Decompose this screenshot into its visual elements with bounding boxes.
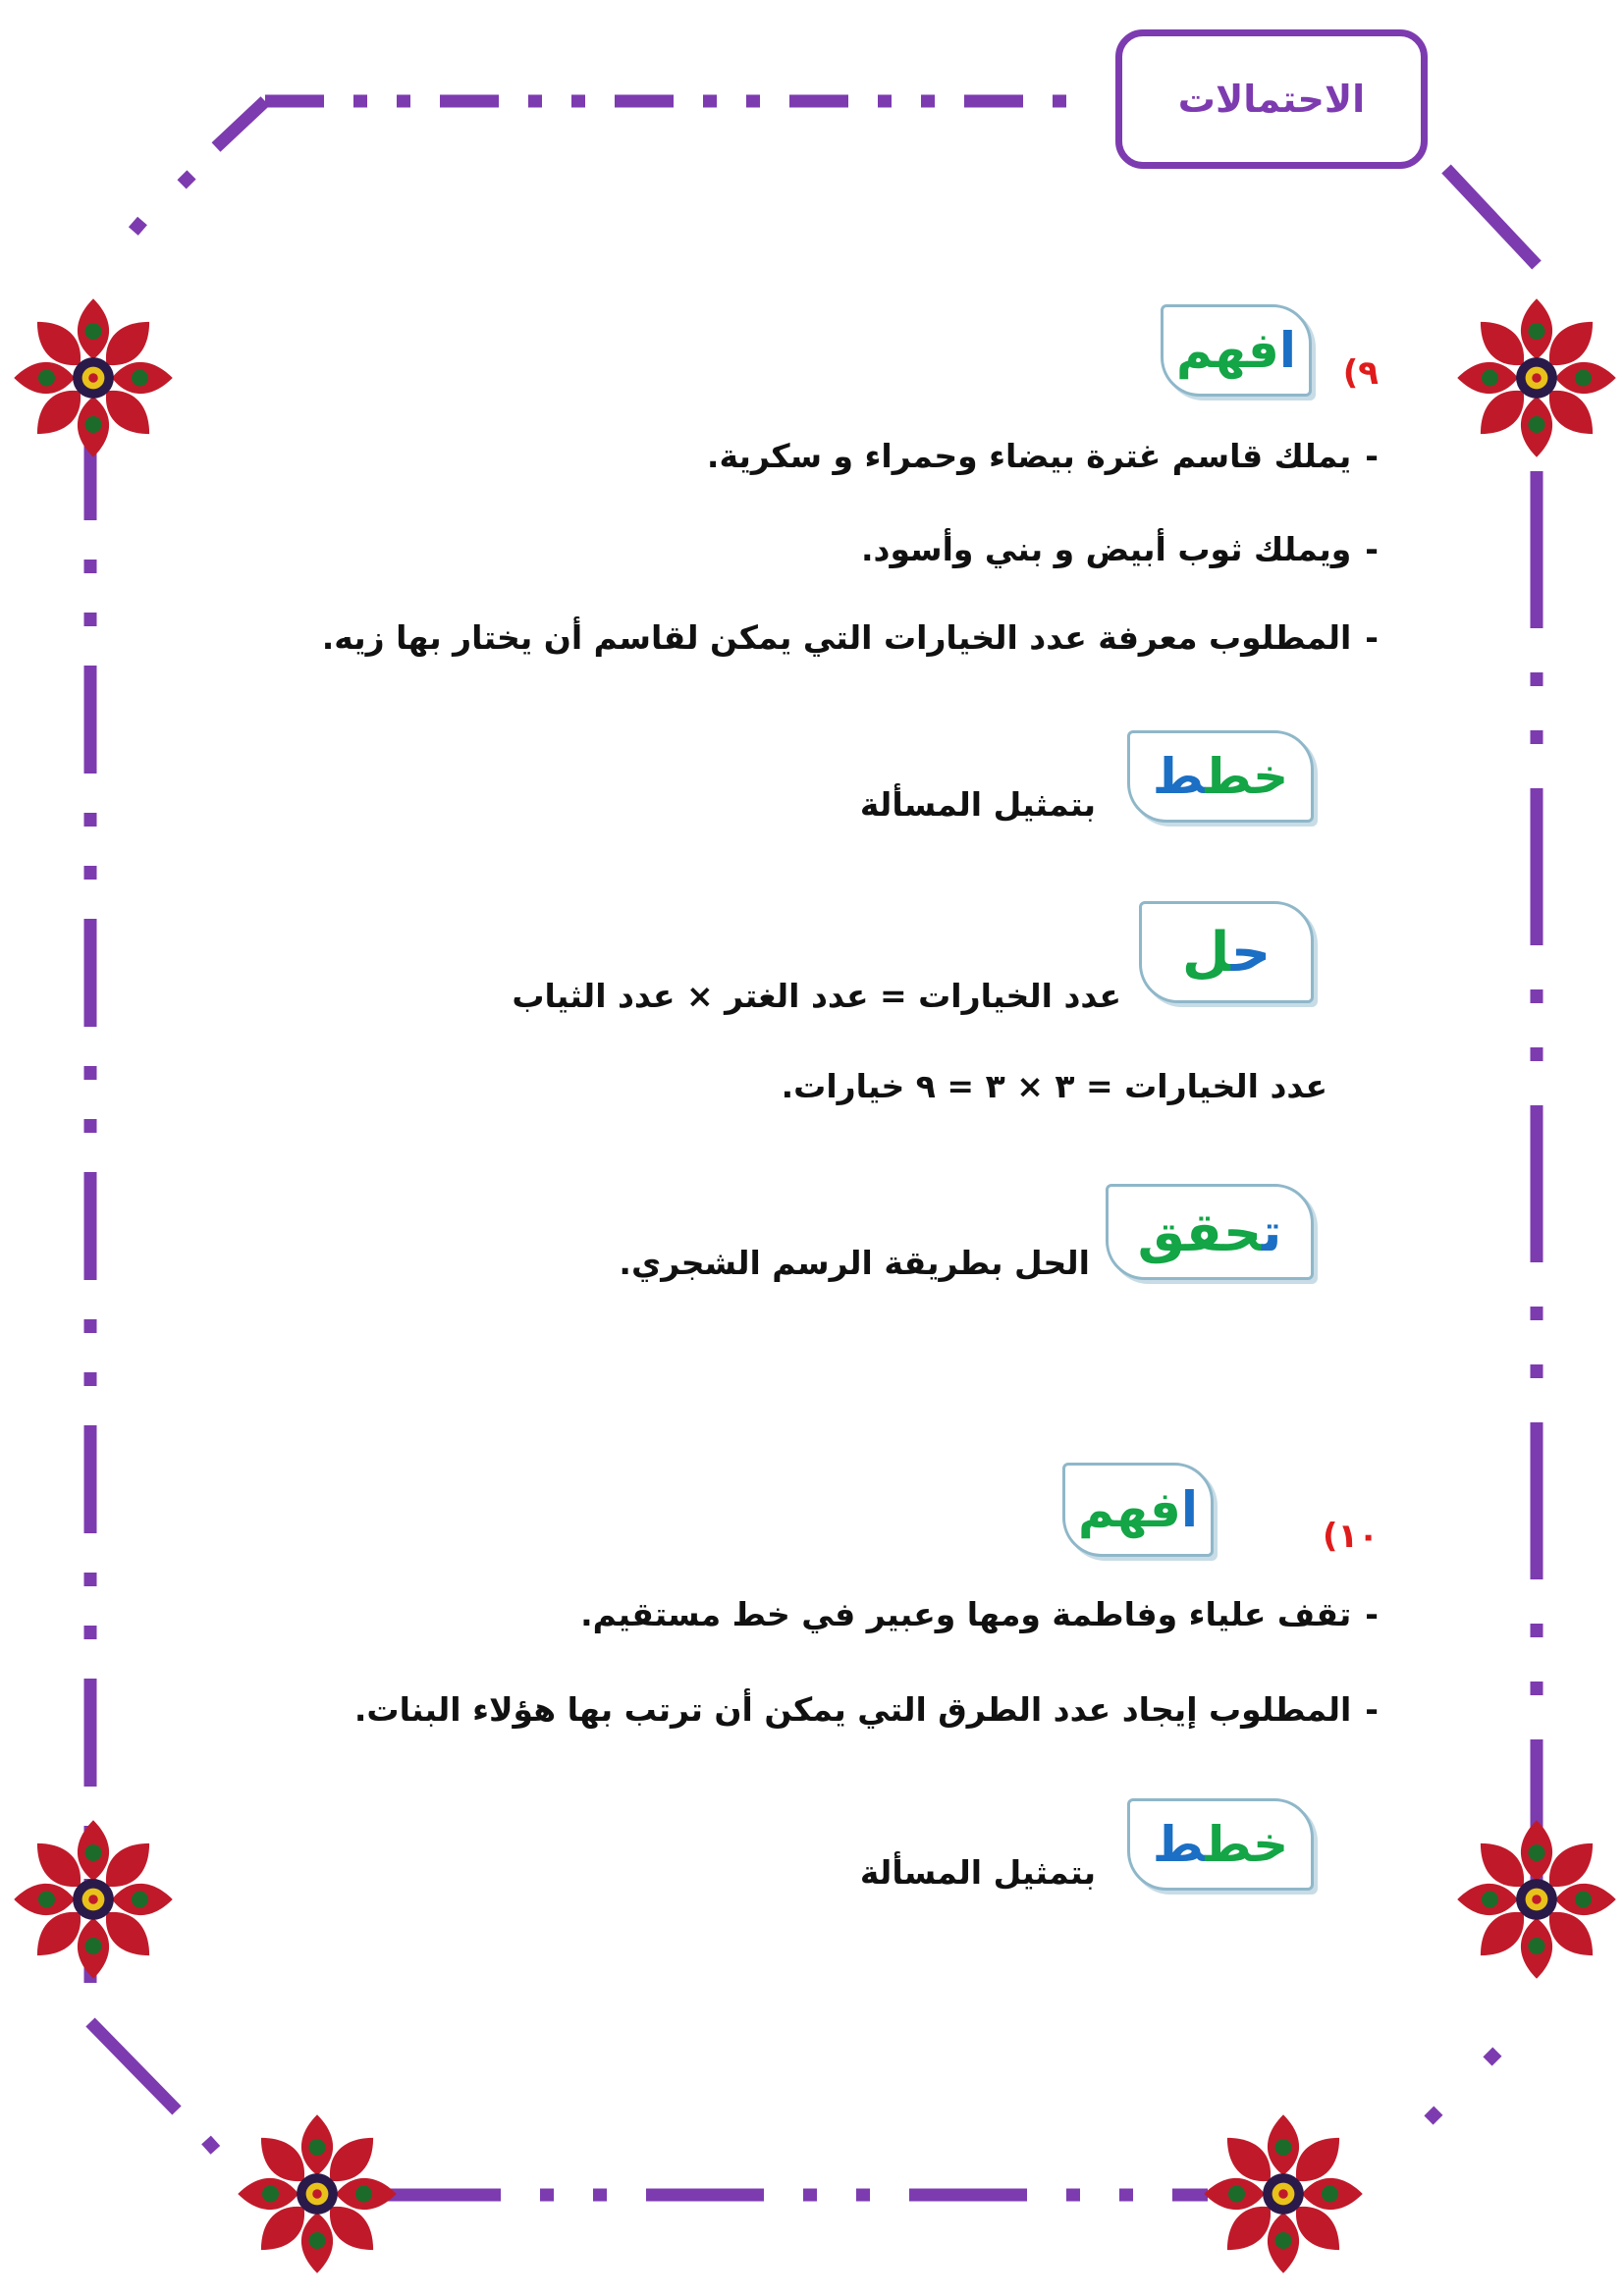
problem-10-line-1: -تقف علياء وفاطمة ومها وعبير في خط مستقيم. — [580, 1595, 1379, 1633]
badge-text-green: خط — [1205, 1816, 1289, 1873]
solve-badge — [1139, 901, 1314, 1003]
badge-text-blue: ت — [1262, 1201, 1282, 1263]
problem-9-plan-text: بتمثيل المسألة — [859, 785, 1096, 824]
problem-10-line-2: -المطلوب إيجاد عدد الطرق التي يمكن أن ترتب بها هؤلاء البنات. — [353, 1690, 1379, 1729]
badge-text-blue: ط — [1152, 748, 1206, 805]
problem-9-line-2: -ويملك ثوب أبيض و بني وأسود. — [860, 530, 1379, 568]
badge-text-blue: ا — [1278, 322, 1297, 379]
title-box — [1115, 29, 1428, 169]
badge-text-green: فهم — [1077, 1481, 1181, 1538]
problem-10-plan-text: بتمثيل المسألة — [859, 1853, 1096, 1892]
problem-9-number: ٩) — [1342, 353, 1379, 393]
floral-mandala-icon — [1443, 285, 1624, 471]
problem-10-number: ١٠) — [1322, 1517, 1379, 1556]
problem-9-solve-line-2: عدد الخيارات = ٣ × ٣ = ٩ خيارات. — [781, 1067, 1327, 1105]
badge-text-blue: ط — [1152, 1816, 1206, 1873]
problem-9-line-1: -يملك قاسم غترة بيضاء وحمراء و سكرية. — [706, 437, 1379, 475]
floral-mandala-icon — [224, 2101, 410, 2287]
badge-text-green: فهم — [1175, 322, 1279, 379]
badge-text-green: حقق — [1137, 1201, 1263, 1263]
page-title: الاحتمالات — [1177, 78, 1366, 121]
check-badge — [1106, 1184, 1314, 1280]
badge-text-blue: ح — [1230, 920, 1272, 985]
problem-9-check-text: الحل بطريقة الرسم الشجري. — [619, 1244, 1090, 1282]
floral-mandala-icon — [1190, 2101, 1377, 2287]
problem-9-solve-line-1: عدد الخيارات = عدد الغتر × عدد الثياب — [512, 977, 1121, 1015]
plan-badge — [1127, 1798, 1314, 1891]
problem-9-line-3: -المطلوب معرفة عدد الخيارات التي يمكن لقاسم أن يختار بها زيه. — [321, 618, 1379, 657]
understand-badge — [1161, 304, 1312, 397]
badge-text-green: ل — [1181, 920, 1231, 985]
floral-mandala-icon — [0, 285, 187, 471]
floral-mandala-icon — [0, 1806, 187, 1993]
understand-badge — [1062, 1463, 1214, 1557]
plan-badge — [1127, 730, 1314, 823]
floral-mandala-icon — [1443, 1806, 1624, 1993]
badge-text-blue: ا — [1180, 1481, 1199, 1538]
badge-text-green: خط — [1205, 748, 1289, 805]
